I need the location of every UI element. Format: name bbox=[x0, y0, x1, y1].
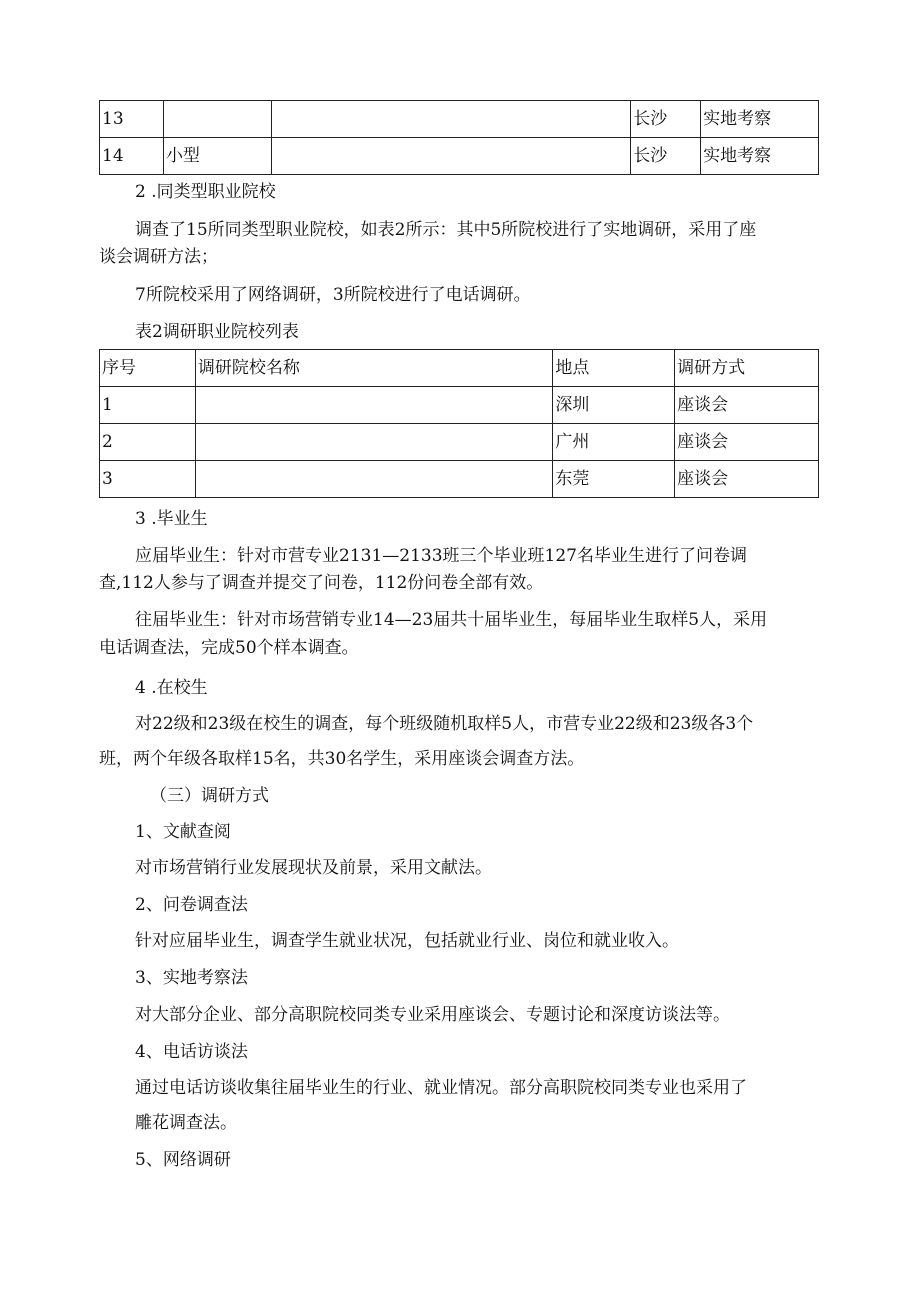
table-row bbox=[100, 387, 819, 424]
row-number: 3 bbox=[100, 461, 196, 498]
column-header: 序号 bbox=[100, 350, 196, 387]
table-header-row bbox=[100, 350, 819, 387]
enterprise-name bbox=[271, 138, 630, 175]
paragraph-line: 应届毕业生：针对市营专业2131—2133班三个毕业班127名毕业生进行了问卷调 bbox=[135, 546, 747, 566]
survey-table-continued bbox=[99, 100, 819, 175]
table-row bbox=[100, 461, 819, 498]
paragraph-line: 调查了15所同类型职业院校，如表2所示：其中5所院校进行了实地调研，采用了座 bbox=[135, 220, 757, 240]
paragraph-line: 对大部分企业、部分高职院校同类专业采用座谈会、专题讨论和深度访谈法等。 bbox=[135, 1005, 730, 1025]
method-heading: 2、问卷调查法 bbox=[135, 895, 248, 915]
table-row bbox=[100, 101, 819, 138]
paragraph-line: 对市场营销行业发展现状及前景，采用文献法。 bbox=[135, 858, 492, 878]
method-heading: 5、网络调研 bbox=[135, 1150, 231, 1170]
paragraph-line: 针对应届毕业生，调查学生就业状况，包括就业行业、岗位和就业收入。 bbox=[135, 931, 679, 951]
paragraph-line: 雕花调查法。 bbox=[135, 1113, 237, 1133]
city: 广州 bbox=[553, 424, 675, 461]
city: 长沙 bbox=[631, 138, 701, 175]
survey-method: 座谈会 bbox=[675, 387, 819, 424]
enterprise-name bbox=[271, 101, 630, 138]
section-heading: 2 .同类型职业院校 bbox=[135, 182, 276, 202]
survey-method: 座谈会 bbox=[675, 424, 819, 461]
column-header: 地点 bbox=[553, 350, 675, 387]
paragraph-line: 通过电话访谈收集往届毕业生的行业、就业情况。部分高职院校同类专业也采用了 bbox=[135, 1078, 747, 1098]
survey-method: 实地考察 bbox=[701, 138, 819, 175]
method-heading: 4、电话访谈法 bbox=[135, 1042, 248, 1062]
column-header: 调研方式 bbox=[675, 350, 819, 387]
method-heading: 3、实地考察法 bbox=[135, 968, 248, 988]
paragraph-line: 往届毕业生：针对市场营销专业14—23届共十届毕业生，每届毕业生取样5人，采用 bbox=[135, 610, 768, 630]
survey-method: 座谈会 bbox=[675, 461, 819, 498]
table-row bbox=[100, 424, 819, 461]
section-heading: 4 .在校生 bbox=[135, 678, 208, 698]
paragraph-line: 7所院校采用了网络调研，3所院校进行了电话调研。 bbox=[135, 285, 531, 305]
paragraph-line: 电话调查法，完成50个样本调查。 bbox=[99, 638, 359, 658]
row-number: 14 bbox=[100, 138, 164, 175]
enterprise-type: 小型 bbox=[163, 138, 271, 175]
colleges-table bbox=[99, 349, 819, 498]
row-number: 2 bbox=[100, 424, 196, 461]
row-number: 13 bbox=[100, 101, 164, 138]
city: 长沙 bbox=[631, 101, 701, 138]
enterprise-type bbox=[163, 101, 271, 138]
college-name bbox=[195, 461, 552, 498]
paragraph-line: 班，两个年级各取样15名，共30名学生，采用座谈会调查方法。 bbox=[99, 749, 585, 769]
city: 东莞 bbox=[553, 461, 675, 498]
college-name bbox=[195, 387, 552, 424]
table-row bbox=[100, 138, 819, 175]
section-heading: 3 .毕业生 bbox=[135, 509, 208, 529]
paragraph-line: 对22级和23级在校生的调查，每个班级随机取样5人，市营专业22级和23级各3个 bbox=[135, 714, 754, 734]
survey-method: 实地考察 bbox=[701, 101, 819, 138]
section-heading: （三）调研方式 bbox=[150, 786, 269, 806]
method-heading: 1、文献查阅 bbox=[135, 822, 231, 842]
city: 深圳 bbox=[553, 387, 675, 424]
column-header: 调研院校名称 bbox=[195, 350, 552, 387]
table-caption: 表2调研职业院校列表 bbox=[135, 322, 299, 342]
college-name bbox=[195, 424, 552, 461]
paragraph-line: 查,112人参与了调查并提交了问卷，112份问卷全部有效。 bbox=[99, 573, 544, 593]
paragraph-line: 谈会调研方法； bbox=[99, 247, 218, 267]
row-number: 1 bbox=[100, 387, 196, 424]
